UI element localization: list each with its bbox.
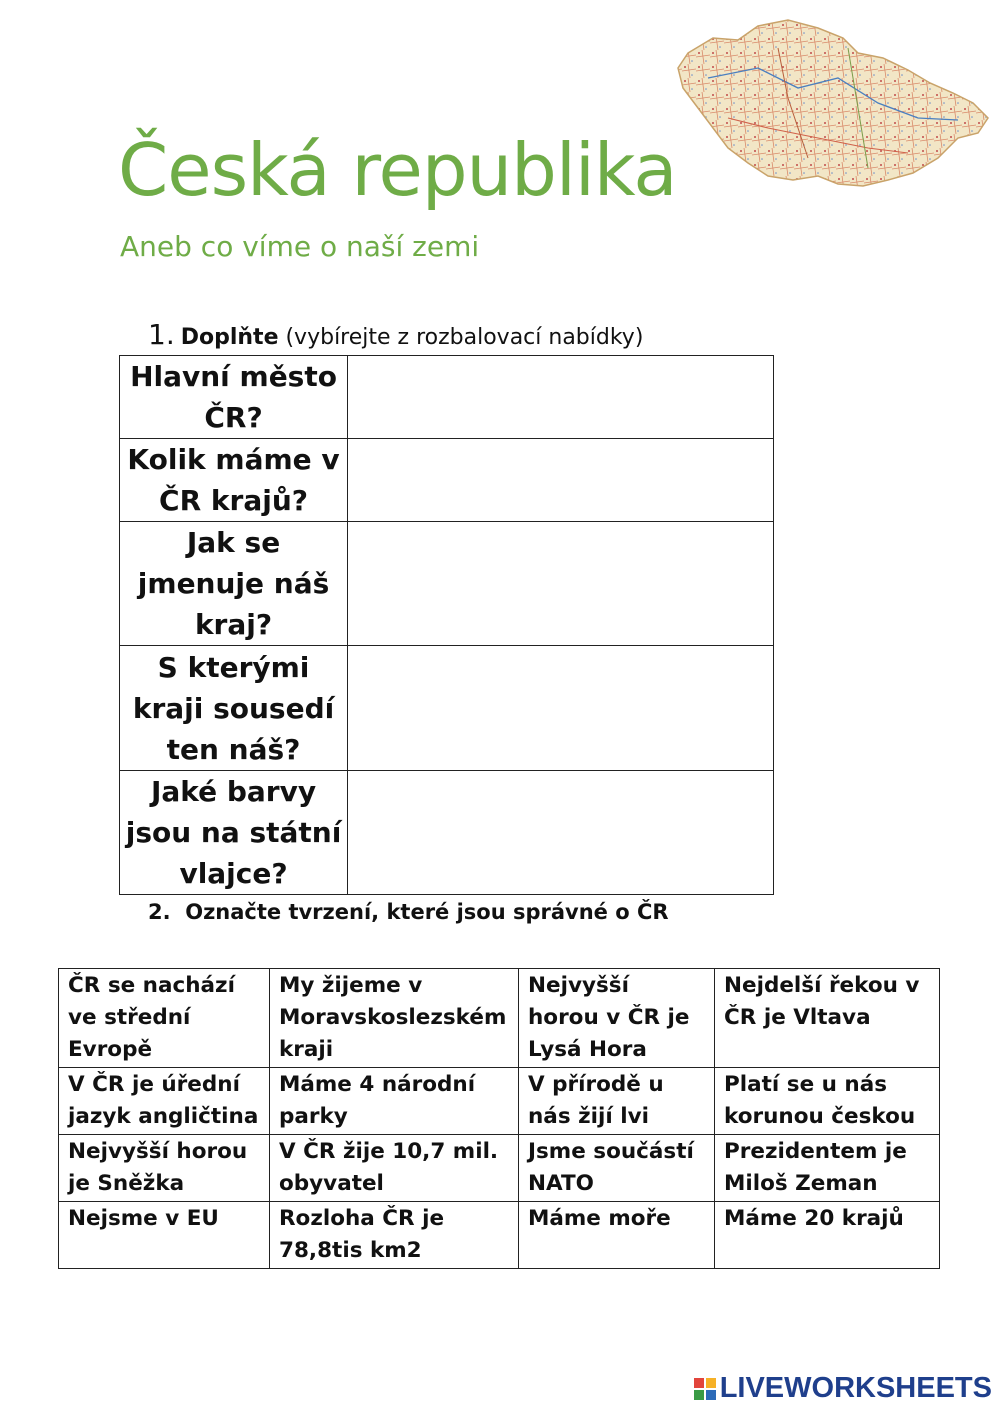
fill-in-table — [119, 355, 774, 895]
section1-number: 1. — [148, 318, 175, 351]
brand-name: LIVEWORKSHEETS — [719, 1372, 992, 1404]
section2-number: 2. — [148, 900, 171, 924]
statement-cell[interactable]: V přírodě u nás žijí lvi — [519, 1068, 715, 1135]
answer-dropdown[interactable] — [348, 356, 774, 439]
statement-cell[interactable]: Rozloha ČR je 78,8tis km2 — [270, 1202, 519, 1269]
statement-cell[interactable]: Máme moře — [519, 1202, 715, 1269]
logo-square — [706, 1378, 716, 1388]
brand-icon — [694, 1378, 716, 1400]
table-row — [59, 1135, 940, 1202]
section2-heading — [148, 900, 669, 924]
logo-square — [706, 1390, 716, 1400]
table-row — [59, 969, 940, 1068]
question-cell: Kolik máme v ČR krajů? — [120, 439, 348, 522]
table-row — [120, 356, 774, 439]
question-cell: Jak se jmenuje náš kraj? — [120, 522, 348, 646]
question-cell: Hlavní město ČR? — [120, 356, 348, 439]
section1-heading — [148, 318, 643, 351]
answer-dropdown[interactable] — [348, 771, 774, 895]
section1-label-rest: (vybírejte z rozbalovací nabídky) — [278, 325, 644, 350]
statement-cell[interactable]: ČR se nachází ve střední Evropě — [59, 969, 270, 1068]
statements-table — [58, 968, 940, 1269]
statement-cell[interactable]: V ČR je úřední jazyk angličtina — [59, 1068, 270, 1135]
question-cell: S kterými kraji sousedí ten náš? — [120, 646, 348, 771]
table-row — [59, 1068, 940, 1135]
logo-square — [694, 1378, 704, 1388]
page-subtitle: Aneb co víme o naší zemi — [120, 230, 480, 263]
page-title: Česká republika — [118, 128, 677, 212]
statement-cell[interactable]: Prezidentem je Miloš Zeman — [715, 1135, 940, 1202]
table-row — [120, 771, 774, 895]
statement-cell[interactable]: Nejvyšší horou je Sněžka — [59, 1135, 270, 1202]
table-row — [59, 1202, 940, 1269]
statement-cell[interactable]: Platí se u nás korunou českou — [715, 1068, 940, 1135]
section2-label: Označte tvrzení, které jsou správné o ČR — [185, 900, 669, 924]
answer-dropdown[interactable] — [348, 439, 774, 522]
statement-cell[interactable]: Nejvyšší horou v ČR je Lysá Hora — [519, 969, 715, 1068]
czech-map-icon — [668, 8, 998, 198]
logo-square — [694, 1390, 704, 1400]
section1-label-bold: Doplňte — [180, 325, 279, 350]
statement-cell[interactable]: V ČR žije 10,7 mil. obyvatel — [270, 1135, 519, 1202]
answer-dropdown[interactable] — [348, 646, 774, 771]
answer-dropdown[interactable] — [348, 522, 774, 646]
table-row — [120, 522, 774, 646]
table-row — [120, 646, 774, 771]
brand-logo — [694, 1372, 992, 1405]
table-row — [120, 439, 774, 522]
statement-cell[interactable]: Nejsme v EU — [59, 1202, 270, 1269]
statement-cell[interactable]: Nejdelší řekou v ČR je Vltava — [715, 969, 940, 1068]
statement-cell[interactable]: Jsme součástí NATO — [519, 1135, 715, 1202]
statement-cell[interactable]: Máme 4 národní parky — [270, 1068, 519, 1135]
statement-cell[interactable]: Máme 20 krajů — [715, 1202, 940, 1269]
question-cell: Jaké barvy jsou na státní vlajce? — [120, 771, 348, 895]
statement-cell[interactable]: My žijeme v Moravskoslezském kraji — [270, 969, 519, 1068]
